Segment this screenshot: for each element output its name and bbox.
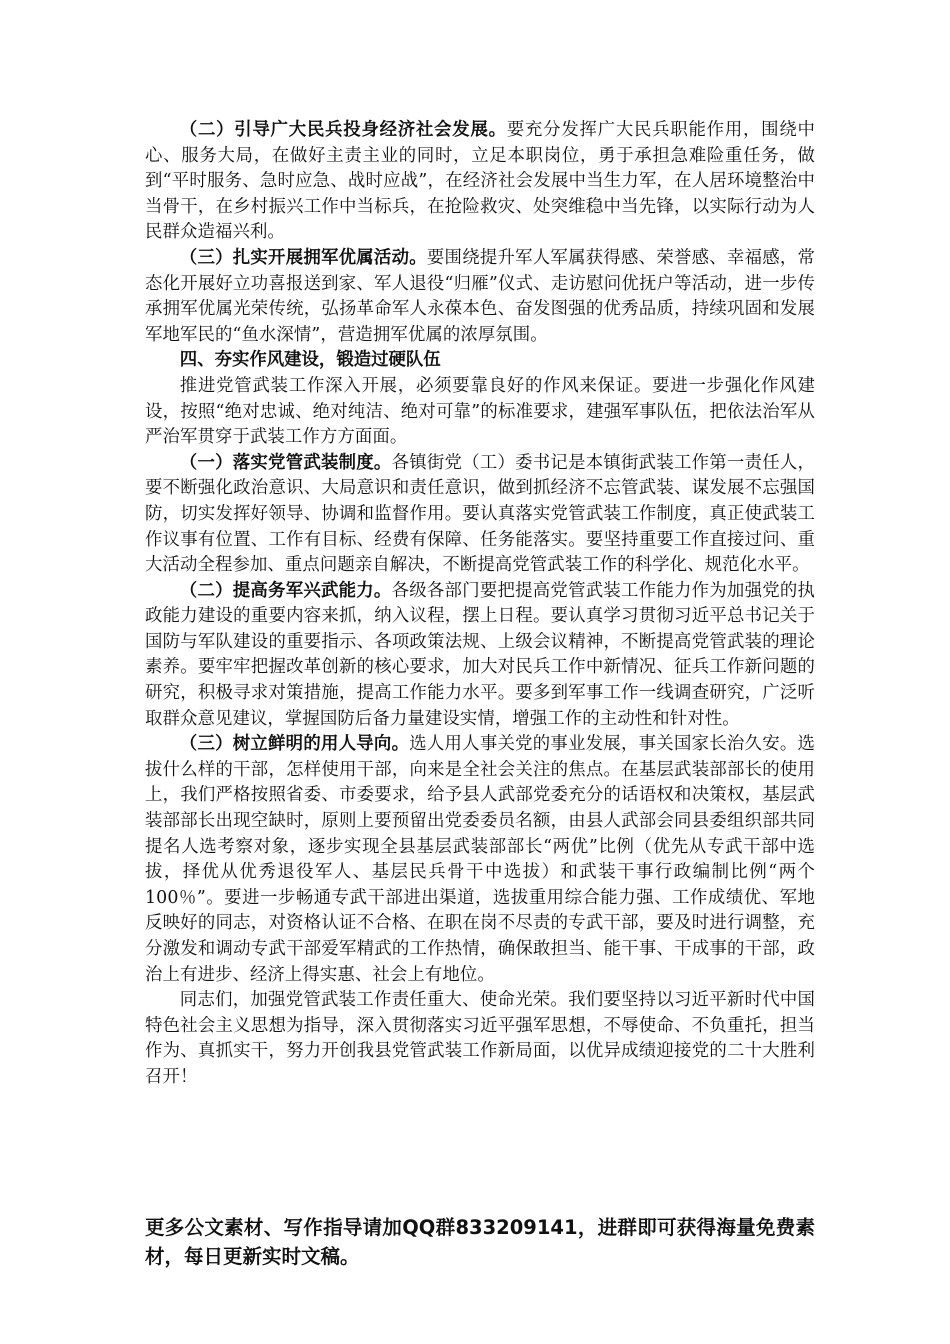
section-heading: 四、夯实作风建设，锻造过硬队伍 — [179, 350, 441, 371]
section-intro: 推进党管武装工作深入开展，必须要靠良好的作风来保证。要进一步强化作风建设，按照“绝对忠诚、绝对纯洁、绝对可靠”的标准要求，建强军事队伍，把依法治军从严治军贯穿于武装工作方方面面。 — [145, 375, 815, 448]
paragraph-mobilize-militia — [145, 118, 815, 246]
paragraph-personnel-orientation — [145, 732, 815, 988]
paragraph-lead: （三）树立鲜明的用人导向。 — [179, 734, 410, 755]
paragraph-lead: （三）扎实开展拥军优属活动。 — [179, 247, 427, 268]
paragraph-text: 各镇街党（工）委书记是本镇街武装工作第一责任人，要不断强化政治意识、大局意识和责任意识，做到抓经济不忘管武装、谋发展不忘强国防，切实发挥好领导、协调和监督作用。要认真落实党管武装工作制度，真正使武装工作议事有位置、工作有目标、经费有保障、任务能落实。要坚持重要工作直接过问、重大活动全程参加、重点问题亲自解决，不断提高党管武装工作的科学化、规范化水平。 — [145, 452, 816, 576]
paragraph-implement-system — [145, 451, 815, 579]
paragraph-lead: （一）落实党管武装制度。 — [179, 452, 392, 473]
paragraph-improve-capability — [145, 579, 815, 733]
paragraph-text: 选人用人事关党的事业发展，事关国家长治久安。选拔什么样的干部，怎样使用干部，向来是全社会关注的焦点。在基层武装部部长的使用上，我们严格按照省委、市委要求，给予县人武部党委充分的话语权和决策权，基层武装部部长出现空缺时，原则上要预留出党委委员名额，由县人武部会同县委组织部共同提名人选考察对象，逐步实现全县基层武装部部长“两优”比例（优先从专武干部中选拔，择优从优秀退役军人、基层民兵骨干中选拔）和武装干事行政编制比例“两个 100％”。要进一步畅通专武干部进出渠道，选拔重用综合能力强、工作成绩优、军地反映好的同志，对资格认证不合格、在职在岗不尽责的专武干部，要及时进行调整，充分激发和调动专武干部爱军精武的工作热情，确保敢担当、能干事、干成事的干部，政治上有进步、经济上得实惠、社会上有地位。 — [145, 734, 815, 985]
footer-promo-note: 更多公文素材、写作指导请加QQ群833209141，进群即可获得海量免费素材，每日更新实时文稿。 — [145, 1216, 815, 1268]
paragraph-lead: （二）引导广大民兵投身经济社会发展。 — [179, 120, 507, 140]
paragraph-text: 要充分发挥广大民兵职能作用，围绕中心、服务大局，在做好主责主业的同时，立足本职岗位，勇于承担急难险重任务，做到“平时服务、急时应急、战时应战”，在经济社会发展中当生力军，在人居环境整治中当骨干，在乡村振兴工作中当标兵，在抢险救灾、处突维稳中当先锋，以实际行动为人民群众造福兴利。 — [145, 120, 816, 243]
closing-paragraph: 同志们，加强党管武装工作责任重大、使命光荣。我们要坚持以习近平新时代中国特色社会主义思想为指导，深入贯彻落实习近平强军思想，不辱使命、不负重托，担当作为、真抓实干，努力开创我县党管武装工作新局面，以优异成绩迎接党的二十大胜利召开！ — [145, 990, 815, 1087]
paragraph-text: 要围绕提升军人军属获得感、荣誉感、幸福感，常态化开展好立功喜报送到家、军人退役“归雁”仪式、走访慰问优抚户等活动，进一步传承拥军优属光荣传统，弘扬革命军人永葆本色、奋发图强的优秀品质，持续巩固和发展军地军民的“鱼水深情”，营造拥军优属的浓厚氛围。 — [145, 247, 816, 345]
document-body — [145, 118, 815, 1091]
paragraph-lead: （二）提高务军兴武能力。 — [179, 580, 392, 601]
paragraph-support-military-families — [145, 246, 815, 348]
paragraph-text: 各级各部门要把提高党管武装工作能力作为加强党的执政能力建设的重要内容来抓，纳入议程，摆上日程。要认真学习贯彻习近平总书记关于国防与军队建设的重要指示、各项政策法规、上级会议精神，不断提高党管武装的理论素养。要牢牢把握改革创新的核心要求，加大对民兵工作中新情况、征兵工作新问题的研究，积极寻求对策措施，提高工作能力水平。要多到军事工作一线调查研究，广泛听取群众意见建议，掌握国防后备力量建设实情，增强工作的主动性和针对性。 — [145, 580, 816, 729]
